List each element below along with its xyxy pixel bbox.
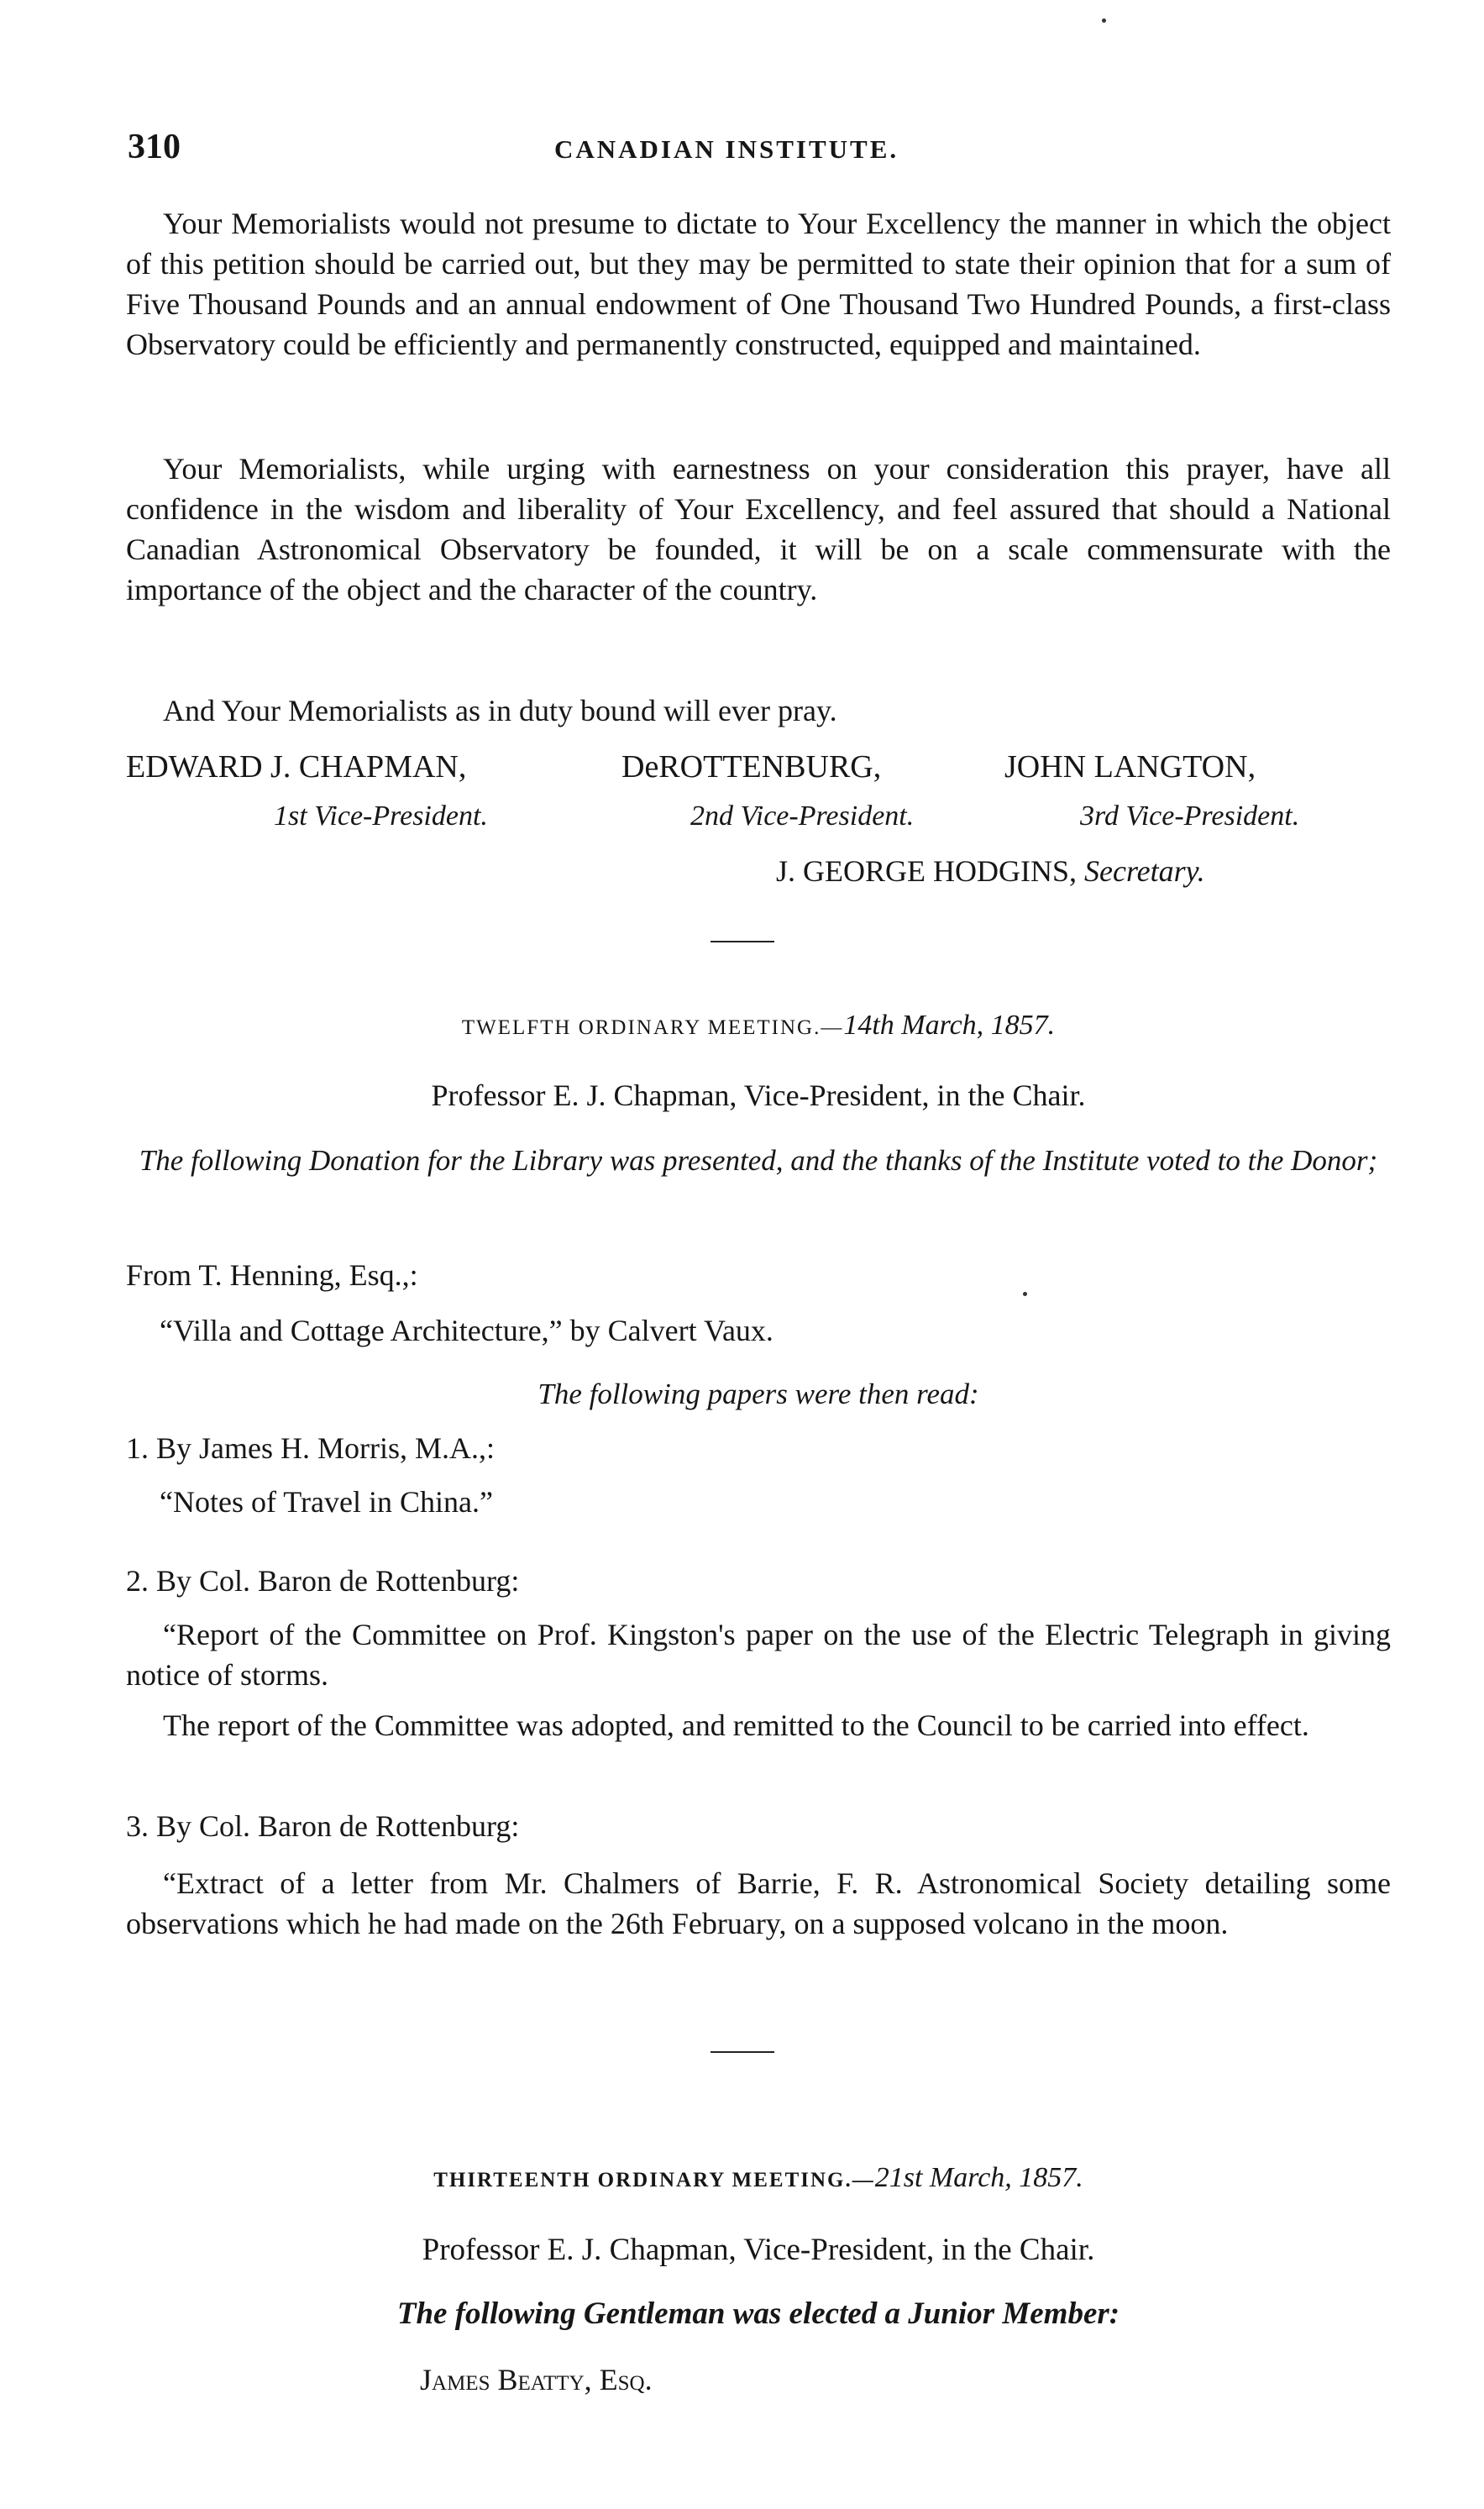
page-number: 310 [128, 128, 181, 166]
meeting-13-heading [126, 2159, 1391, 2200]
meeting-13-election-note: The following Gentleman was elected a Junior Member: [396, 2296, 1120, 2331]
paper-2-note: The report of the Committee was adopted, and remitted to the Council to be carried into effect. [163, 1709, 1309, 1742]
paper-3-author: 3. By Col. Baron de Rottenburg: [126, 1809, 520, 1843]
signatory-title-3: 3rd Vice-President. [1080, 800, 1300, 832]
secretary-name: J. GEORGE HODGINS, [776, 854, 1077, 888]
meeting-13-chair: Professor E. J. Chapman, Vice-President, in the Chair. [422, 2233, 1095, 2267]
meeting-12-donor: From T. Henning, Esq.,: [126, 1258, 418, 1292]
paper-2-title: “Report of the Committee on Prof. Kingston's paper on the use of the Electric Telegraph in giving notice of storms. [126, 1618, 1391, 1692]
meeting-13-date: 21st March, 1857. [874, 2162, 1083, 2193]
paper-2-author: 2. By Col. Baron de Rottenburg: [126, 1564, 520, 1598]
print-speck [1023, 1292, 1027, 1296]
paper-1-title: “Notes of Travel in China.” [160, 1485, 493, 1519]
secretary-title: Secretary. [1084, 854, 1205, 888]
memorial-closing: And Your Memorialists as in duty bound will ever pray. [163, 694, 837, 727]
meeting-12-donation-note: The following Donation for the Library was presented, and the thanks of the Institute voted to the Donor; [139, 1144, 1378, 1177]
running-title: CANADIAN INSTITUTE. [554, 134, 899, 164]
memorial-paragraph-2: Your Memorialists, while urging with earnestness on your consideration this prayer, have all confidence in the wisdom and liberality of Your Excellency, and feel assured that should a National Canadian Astronomical Observatory be founded, it will be on a scale commensurate with the importance of the object and the character of the country. [126, 452, 1391, 606]
meeting-12-date: 14th March, 1857. [843, 1010, 1056, 1041]
meeting-13-heading-prefix: THIRTEENTH ORDINARY MEETING.— [433, 2169, 875, 2191]
section-divider [711, 941, 774, 942]
paper-3-title: “Extract of a letter from Mr. Chalmers of Barrie, F. R. Astronomical Society detailing some observations which he had made on the 26th February, on a supposed volcano in the moon. [126, 1866, 1391, 1940]
print-speck [1102, 18, 1106, 23]
meeting-12-chair: Professor E. J. Chapman, Vice-President, in the Chair. [431, 1079, 1086, 1112]
signatory-title-1: 1st Vice-President. [274, 800, 488, 832]
meeting-13-member: James Beatty, Esq. [420, 2363, 653, 2396]
section-divider [711, 2051, 774, 2053]
secretary-line [776, 852, 1205, 890]
meeting-12-donation-title: “Villa and Cottage Architecture,” by Calvert Vaux. [160, 1314, 773, 1347]
meeting-12-heading-prefix: TWELFTH ORDINARY MEETING.— [461, 1016, 844, 1039]
signatory-name-1: EDWARD J. CHAPMAN, [126, 749, 467, 785]
meeting-12-heading [126, 1006, 1391, 1047]
paper-1-author: 1. By James H. Morris, M.A.,: [126, 1431, 495, 1465]
meeting-12-papers-intro: The following papers were then read: [537, 1378, 979, 1410]
signatory-name-3: JOHN LANGTON, [1004, 749, 1256, 785]
signatory-title-2: 2nd Vice-President. [690, 800, 915, 832]
signatory-name-2: DeROTTENBURG, [621, 749, 882, 785]
memorial-paragraph-1: Your Memorialists would not presume to dictate to Your Excellency the manner in which the object of this petition should be carried out, but they may be permitted to state their opinion that for a sum of Five Thousand Pounds and an annual endowment of One Thousand Two Hundred Pounds, a first-class Observatory could be efficiently and permanently constructed, equipped and maintained. [126, 207, 1391, 361]
